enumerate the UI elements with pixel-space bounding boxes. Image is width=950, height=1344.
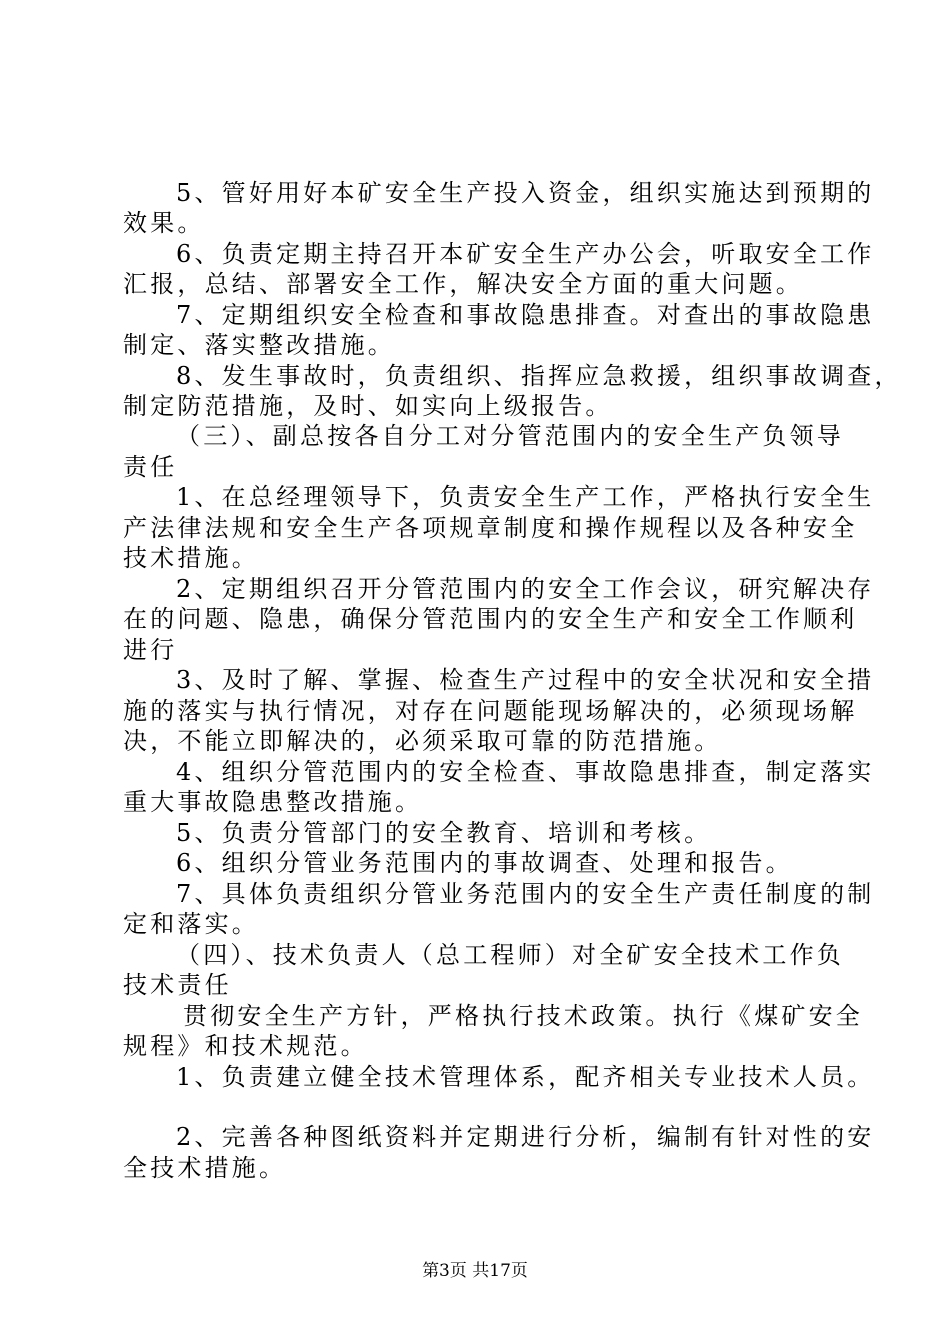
text-line: 技术措施。 <box>123 544 259 572</box>
text-line: 决，不能立即解决的，必须采取可靠的防范措施。 <box>123 727 722 755</box>
text-line: 制定、落实整改措施。 <box>123 331 395 359</box>
text-line: 在的问题、隐患，确保分管范围内的安全生产和安全工作顺利 <box>123 605 858 633</box>
text-line: 贯彻安全生产方针，严格执行技术政策。执行《煤矿安全 <box>183 1002 863 1030</box>
text-line: 产法律法规和安全生产各项规章制度和操作规程以及各种安全 <box>123 514 858 542</box>
text-line: 2、完善各种图纸资料并定期进行分析，编制有针对性的安 <box>176 1123 875 1151</box>
text-line: 效果。 <box>123 209 205 237</box>
text-line: 1、在总经理领导下，负责安全生产工作，严格执行安全生 <box>176 483 875 511</box>
text-line: 5、管好用好本矿安全生产投入资金，组织实施达到预期的 <box>176 179 875 207</box>
text-line: 全技术措施。 <box>123 1154 287 1182</box>
text-line: 8、发生事故时，负责组织、指挥应急救援，组织事故调查， <box>176 362 902 390</box>
text-line: 2、定期组织召开分管范围内的安全工作会议，研究解决存 <box>176 575 875 603</box>
section-heading: 责任 <box>123 453 178 481</box>
page-footer: 第3页 共17页 <box>422 1261 528 1281</box>
text-line: 5、负责分管部门的安全教育、培训和考核。 <box>176 819 712 847</box>
section-heading: （四）、技术负责人（总工程师）对全矿安全技术工作负 <box>176 941 844 969</box>
text-line: 6、负责定期主持召开本矿安全生产办公会，听取安全工作 <box>176 240 875 268</box>
section-heading: 技术责任 <box>123 971 232 999</box>
text-line: 3、及时了解、掌握、检查生产过程中的安全状况和安全措 <box>176 666 875 694</box>
text-line: 重大事故隐患整改措施。 <box>123 788 423 816</box>
text-line: 定和落实。 <box>123 910 259 938</box>
text-line: 6、组织分管业务范围内的事故调查、处理和报告。 <box>176 849 793 877</box>
text-line: 施的落实与执行情况，对存在问题能现场解决的，必须现场解 <box>123 697 858 725</box>
section-heading: （三）、副总按各自分工对分管范围内的安全生产负领导 <box>176 422 844 450</box>
text-line: 7、具体负责组织分管业务范围内的安全生产责任制度的制 <box>176 880 875 908</box>
text-line: 7、定期组织安全检查和事故隐患排查。对查出的事故隐患 <box>176 301 875 329</box>
text-line: 制定防范措施，及时、如实向上级报告。 <box>123 392 613 420</box>
text-line: 1、负责建立健全技术管理体系，配齐相关专业技术人员。 <box>176 1063 875 1091</box>
text-line: 汇报，总结、部署安全工作，解决安全方面的重大问题。 <box>123 270 803 298</box>
text-line: 进行 <box>123 636 178 664</box>
text-line: 规程》和技术规范。 <box>123 1032 368 1060</box>
text-line: 4、组织分管范围内的安全检查、事故隐患排查，制定落实 <box>176 758 875 786</box>
